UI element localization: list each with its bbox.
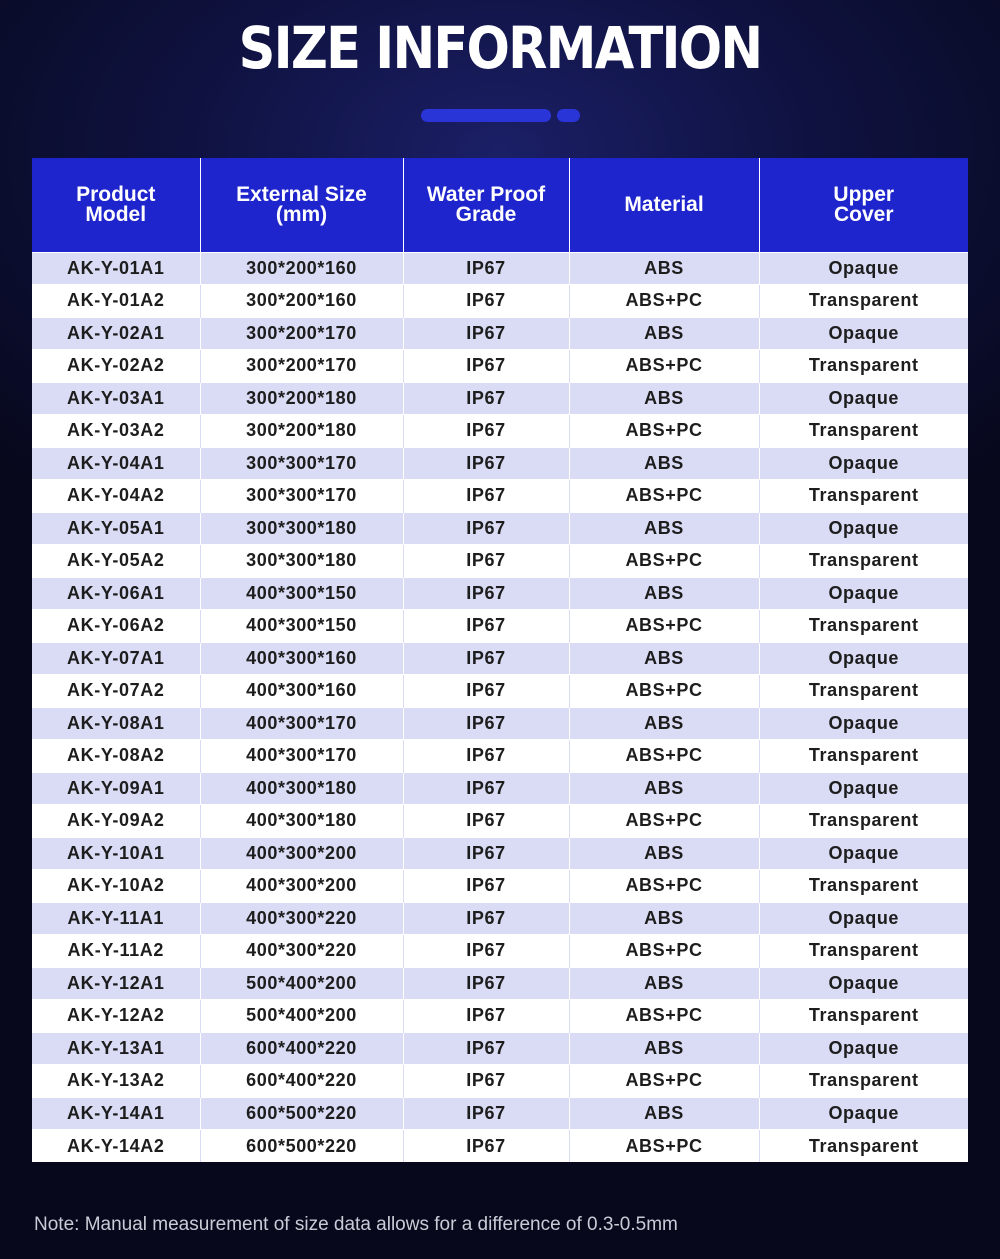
table-row xyxy=(32,675,968,708)
cell-upper-cover: Opaque xyxy=(759,252,968,285)
column-header-line: Upper xyxy=(833,182,895,206)
title-underline-bar xyxy=(421,109,551,122)
cell-product-model: AK-Y-05A1 xyxy=(32,512,200,545)
cell-external-size: 400*300*180 xyxy=(200,805,403,838)
cell-upper-cover: Transparent xyxy=(759,350,968,383)
table-row xyxy=(32,740,968,773)
cell-external-size: 300*200*160 xyxy=(200,285,403,318)
cell-upper-cover: Opaque xyxy=(759,512,968,545)
cell-external-size: 400*300*170 xyxy=(200,740,403,773)
cell-material: ABS+PC xyxy=(569,870,759,903)
cell-product-model: AK-Y-11A2 xyxy=(32,935,200,968)
cell-material: ABS+PC xyxy=(569,350,759,383)
cell-upper-cover: Opaque xyxy=(759,1032,968,1065)
cell-waterproof-grade: IP67 xyxy=(403,902,569,935)
column-header-product-model xyxy=(32,158,200,252)
cell-upper-cover: Opaque xyxy=(759,772,968,805)
cell-material: ABS xyxy=(569,902,759,935)
cell-upper-cover: Transparent xyxy=(759,1000,968,1033)
cell-product-model: AK-Y-07A2 xyxy=(32,675,200,708)
cell-external-size: 300*300*170 xyxy=(200,447,403,480)
cell-product-model: AK-Y-07A1 xyxy=(32,642,200,675)
cell-external-size: 400*300*200 xyxy=(200,837,403,870)
cell-waterproof-grade: IP67 xyxy=(403,805,569,838)
cell-upper-cover: Opaque xyxy=(759,967,968,1000)
column-header-material xyxy=(569,158,759,252)
cell-product-model: AK-Y-01A1 xyxy=(32,252,200,285)
table-row xyxy=(32,772,968,805)
cell-upper-cover: Transparent xyxy=(759,415,968,448)
cell-material: ABS xyxy=(569,1097,759,1130)
cell-product-model: AK-Y-05A2 xyxy=(32,545,200,578)
cell-waterproof-grade: IP67 xyxy=(403,350,569,383)
cell-material: ABS xyxy=(569,707,759,740)
cell-external-size: 400*300*200 xyxy=(200,870,403,903)
table-body xyxy=(32,252,968,1162)
table-row xyxy=(32,415,968,448)
cell-product-model: AK-Y-04A2 xyxy=(32,480,200,513)
cell-material: ABS xyxy=(569,512,759,545)
cell-product-model: AK-Y-03A2 xyxy=(32,415,200,448)
cell-product-model: AK-Y-06A2 xyxy=(32,610,200,643)
cell-upper-cover: Transparent xyxy=(759,805,968,838)
cell-external-size: 300*300*170 xyxy=(200,480,403,513)
cell-material: ABS xyxy=(569,642,759,675)
cell-waterproof-grade: IP67 xyxy=(403,675,569,708)
cell-external-size: 600*400*220 xyxy=(200,1065,403,1098)
cell-material: ABS+PC xyxy=(569,740,759,773)
table-row xyxy=(32,610,968,643)
cell-waterproof-grade: IP67 xyxy=(403,447,569,480)
column-header-line: Material xyxy=(624,192,704,216)
cell-external-size: 300*300*180 xyxy=(200,545,403,578)
cell-upper-cover: Transparent xyxy=(759,675,968,708)
cell-upper-cover: Transparent xyxy=(759,480,968,513)
cell-waterproof-grade: IP67 xyxy=(403,1097,569,1130)
cell-waterproof-grade: IP67 xyxy=(403,415,569,448)
cell-waterproof-grade: IP67 xyxy=(403,772,569,805)
cell-material: ABS xyxy=(569,382,759,415)
cell-upper-cover: Opaque xyxy=(759,902,968,935)
table-row xyxy=(32,512,968,545)
table-row xyxy=(32,902,968,935)
cell-upper-cover: Transparent xyxy=(759,870,968,903)
cell-product-model: AK-Y-08A1 xyxy=(32,707,200,740)
table-row xyxy=(32,1097,968,1130)
column-header-upper-cover xyxy=(759,158,968,252)
cell-external-size: 400*300*160 xyxy=(200,675,403,708)
table-row xyxy=(32,480,968,513)
table-row xyxy=(32,805,968,838)
cell-waterproof-grade: IP67 xyxy=(403,1032,569,1065)
table-row xyxy=(32,317,968,350)
table-row xyxy=(32,285,968,318)
cell-waterproof-grade: IP67 xyxy=(403,610,569,643)
table-row xyxy=(32,967,968,1000)
cell-material: ABS+PC xyxy=(569,1065,759,1098)
cell-upper-cover: Transparent xyxy=(759,1065,968,1098)
cell-product-model: AK-Y-11A1 xyxy=(32,902,200,935)
column-header-line: External Size xyxy=(236,182,367,206)
cell-product-model: AK-Y-09A1 xyxy=(32,772,200,805)
table-row xyxy=(32,707,968,740)
cell-product-model: AK-Y-14A1 xyxy=(32,1097,200,1130)
cell-material: ABS xyxy=(569,577,759,610)
table-row xyxy=(32,1130,968,1163)
cell-waterproof-grade: IP67 xyxy=(403,642,569,675)
cell-external-size: 300*200*170 xyxy=(200,350,403,383)
cell-waterproof-grade: IP67 xyxy=(403,382,569,415)
cell-product-model: AK-Y-13A2 xyxy=(32,1065,200,1098)
cell-material: ABS+PC xyxy=(569,285,759,318)
cell-material: ABS xyxy=(569,447,759,480)
cell-external-size: 300*200*180 xyxy=(200,382,403,415)
cell-product-model: AK-Y-01A2 xyxy=(32,285,200,318)
cell-upper-cover: Opaque xyxy=(759,447,968,480)
cell-waterproof-grade: IP67 xyxy=(403,1130,569,1163)
cell-product-model: AK-Y-12A1 xyxy=(32,967,200,1000)
cell-waterproof-grade: IP67 xyxy=(403,512,569,545)
cell-upper-cover: Opaque xyxy=(759,317,968,350)
cell-material: ABS+PC xyxy=(569,545,759,578)
cell-waterproof-grade: IP67 xyxy=(403,870,569,903)
cell-material: ABS xyxy=(569,837,759,870)
table-row xyxy=(32,1032,968,1065)
column-header-line: Cover xyxy=(833,202,894,226)
table-row xyxy=(32,1000,968,1033)
table-row xyxy=(32,577,968,610)
cell-external-size: 500*400*200 xyxy=(200,967,403,1000)
cell-external-size: 400*300*220 xyxy=(200,935,403,968)
cell-upper-cover: Opaque xyxy=(759,577,968,610)
cell-material: ABS xyxy=(569,772,759,805)
column-header-water-proof-grade xyxy=(403,158,569,252)
cell-waterproof-grade: IP67 xyxy=(403,577,569,610)
cell-product-model: AK-Y-12A2 xyxy=(32,1000,200,1033)
cell-material: ABS+PC xyxy=(569,675,759,708)
cell-waterproof-grade: IP67 xyxy=(403,252,569,285)
column-header-line: Model xyxy=(85,202,147,226)
cell-product-model: AK-Y-04A1 xyxy=(32,447,200,480)
cell-waterproof-grade: IP67 xyxy=(403,707,569,740)
cell-material: ABS+PC xyxy=(569,480,759,513)
column-header-line: Water Proof xyxy=(426,182,546,206)
cell-waterproof-grade: IP67 xyxy=(403,967,569,1000)
cell-external-size: 400*300*170 xyxy=(200,707,403,740)
cell-external-size: 300*200*180 xyxy=(200,415,403,448)
cell-product-model: AK-Y-09A2 xyxy=(32,805,200,838)
cell-product-model: AK-Y-02A2 xyxy=(32,350,200,383)
column-header-line: Product xyxy=(76,182,156,206)
cell-material: ABS xyxy=(569,967,759,1000)
cell-external-size: 400*300*150 xyxy=(200,610,403,643)
table-row xyxy=(32,870,968,903)
cell-waterproof-grade: IP67 xyxy=(403,837,569,870)
cell-upper-cover: Transparent xyxy=(759,610,968,643)
cell-upper-cover: Opaque xyxy=(759,707,968,740)
table-row xyxy=(32,1065,968,1098)
cell-material: ABS+PC xyxy=(569,415,759,448)
cell-upper-cover: Opaque xyxy=(759,642,968,675)
cell-material: ABS xyxy=(569,1032,759,1065)
cell-material: ABS+PC xyxy=(569,1000,759,1033)
cell-external-size: 600*400*220 xyxy=(200,1032,403,1065)
table-row xyxy=(32,447,968,480)
cell-external-size: 300*200*160 xyxy=(200,252,403,285)
cell-upper-cover: Transparent xyxy=(759,285,968,318)
cell-material: ABS+PC xyxy=(569,935,759,968)
table-row xyxy=(32,642,968,675)
cell-external-size: 500*400*200 xyxy=(200,1000,403,1033)
table-header-row xyxy=(32,158,968,252)
size-table xyxy=(32,158,968,1162)
title-underline-dot xyxy=(557,109,580,122)
table-row xyxy=(32,837,968,870)
cell-external-size: 400*300*220 xyxy=(200,902,403,935)
table-row xyxy=(32,935,968,968)
cell-waterproof-grade: IP67 xyxy=(403,740,569,773)
cell-waterproof-grade: IP67 xyxy=(403,1065,569,1098)
page-title: SIZE INFORMATION xyxy=(238,14,762,82)
cell-external-size: 400*300*150 xyxy=(200,577,403,610)
cell-upper-cover: Transparent xyxy=(759,935,968,968)
cell-waterproof-grade: IP67 xyxy=(403,1000,569,1033)
cell-upper-cover: Opaque xyxy=(759,837,968,870)
cell-product-model: AK-Y-03A1 xyxy=(32,382,200,415)
cell-product-model: AK-Y-06A1 xyxy=(32,577,200,610)
column-header-external-size xyxy=(200,158,403,252)
cell-external-size: 300*200*170 xyxy=(200,317,403,350)
cell-product-model: AK-Y-02A1 xyxy=(32,317,200,350)
cell-upper-cover: Transparent xyxy=(759,545,968,578)
cell-external-size: 400*300*180 xyxy=(200,772,403,805)
cell-external-size: 300*300*180 xyxy=(200,512,403,545)
cell-waterproof-grade: IP67 xyxy=(403,317,569,350)
cell-product-model: AK-Y-08A2 xyxy=(32,740,200,773)
cell-upper-cover: Transparent xyxy=(759,740,968,773)
table-row xyxy=(32,350,968,383)
table-row xyxy=(32,545,968,578)
cell-material: ABS+PC xyxy=(569,610,759,643)
cell-product-model: AK-Y-14A2 xyxy=(32,1130,200,1163)
cell-material: ABS xyxy=(569,317,759,350)
cell-material: ABS+PC xyxy=(569,1130,759,1163)
cell-upper-cover: Transparent xyxy=(759,1130,968,1163)
cell-waterproof-grade: IP67 xyxy=(403,480,569,513)
cell-external-size: 400*300*160 xyxy=(200,642,403,675)
table-row xyxy=(32,252,968,285)
column-header-line: Grade xyxy=(455,202,517,226)
cell-product-model: AK-Y-10A1 xyxy=(32,837,200,870)
cell-material: ABS xyxy=(569,252,759,285)
cell-external-size: 600*500*220 xyxy=(200,1097,403,1130)
cell-waterproof-grade: IP67 xyxy=(403,935,569,968)
cell-product-model: AK-Y-10A2 xyxy=(32,870,200,903)
cell-material: ABS+PC xyxy=(569,805,759,838)
cell-external-size: 600*500*220 xyxy=(200,1130,403,1163)
cell-product-model: AK-Y-13A1 xyxy=(32,1032,200,1065)
cell-upper-cover: Opaque xyxy=(759,382,968,415)
column-header-line: (mm) xyxy=(275,202,328,226)
measurement-note: Note: Manual measurement of size data allows for a difference of 0.3-0.5mm xyxy=(34,1214,678,1235)
cell-upper-cover: Opaque xyxy=(759,1097,968,1130)
cell-waterproof-grade: IP67 xyxy=(403,285,569,318)
cell-waterproof-grade: IP67 xyxy=(403,545,569,578)
table-row xyxy=(32,382,968,415)
